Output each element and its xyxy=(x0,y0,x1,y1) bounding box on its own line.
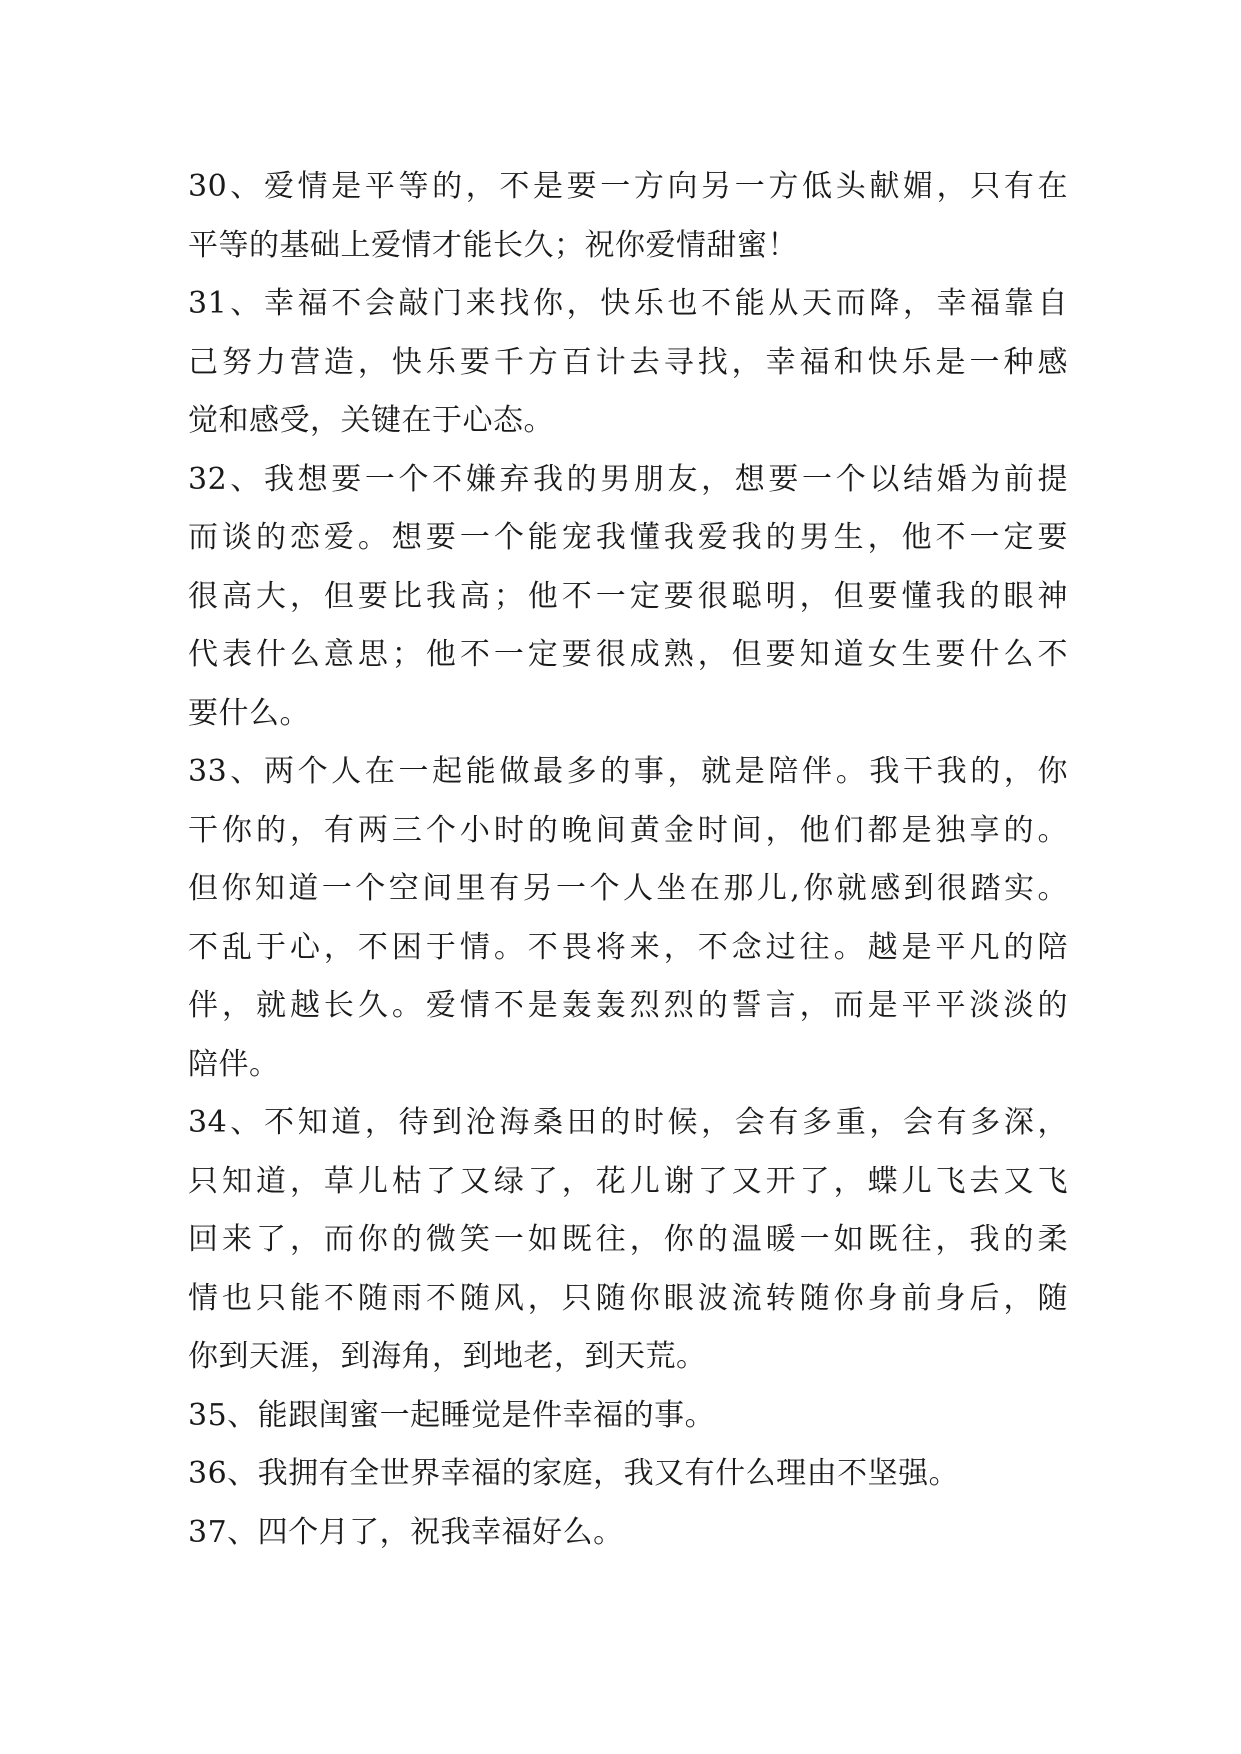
text-line: 觉和感受，关键在于心态。 xyxy=(188,403,554,438)
text-line: 你到天涯，到海角，到地老，到天荒。 xyxy=(188,1339,707,1374)
text-line: 32、我想要一个不嫌弃我的男朋友，想要一个以结婚为前提 xyxy=(188,461,1068,497)
text-line: 37、四个月了，祝我幸福好么。 xyxy=(188,1514,624,1550)
text-line: 31、幸福不会敲门来找你，快乐也不能从天而降，幸福靠自 xyxy=(188,286,1068,321)
text-line: 30、爱情是平等的，不是要一方向另一方低头献媚，只有在 xyxy=(188,169,1068,204)
text-line: 35、能跟闺蜜一起睡觉是件幸福的事。 xyxy=(188,1397,716,1433)
document-body xyxy=(188,158,1068,1562)
text-line: 代表什么意思；他不一定要很成熟，但要知道女生要什么不 xyxy=(188,637,1068,672)
text-line: 而谈的恋爱。想要一个能宠我懂我爱我的男生，他不一定要 xyxy=(188,520,1068,555)
text-line: 己努力营造，快乐要千方百计去寻找，幸福和快乐是一种感 xyxy=(188,344,1068,380)
text-line: 34、不知道，待到沧海桑田的时候，会有多重，会有多深， xyxy=(188,1105,1068,1140)
text-line: 要什么。 xyxy=(188,695,310,731)
text-line: 36、我拥有全世界幸福的家庭，我又有什么理由不坚强。 xyxy=(188,1456,960,1491)
text-line: 但你知道一个空间里有另一个人坐在那儿,你就感到很踏实。 xyxy=(188,871,1068,906)
text-line: 不乱于心，不困于情。不畏将来，不念过往。越是平凡的陪 xyxy=(188,929,1068,965)
text-line: 干你的，有两三个小时的晚间黄金时间，他们都是独享的。 xyxy=(188,812,1068,848)
text-line: 只知道，草儿枯了又绿了，花儿谢了又开了，蝶儿飞去又飞 xyxy=(188,1163,1068,1199)
text-line: 33、两个人在一起能做最多的事，就是陪伴。我干我的，你 xyxy=(188,754,1068,789)
text-line: 很高大，但要比我高；他不一定要很聪明，但要懂我的眼神 xyxy=(188,578,1068,614)
text-line: 陪伴。 xyxy=(188,1046,280,1082)
text-line: 回来了，而你的微笑一如既往，你的温暖一如既往，我的柔 xyxy=(188,1222,1068,1257)
text-line: 情也只能不随雨不随风，只随你眼波流转随你身前身后，随 xyxy=(188,1280,1068,1316)
text-line: 伴，就越长久。爱情不是轰轰烈烈的誓言，而是平平淡淡的 xyxy=(188,988,1068,1023)
text-line: 平等的基础上爱情才能长久；祝你爱情甜蜜！ xyxy=(188,227,798,263)
